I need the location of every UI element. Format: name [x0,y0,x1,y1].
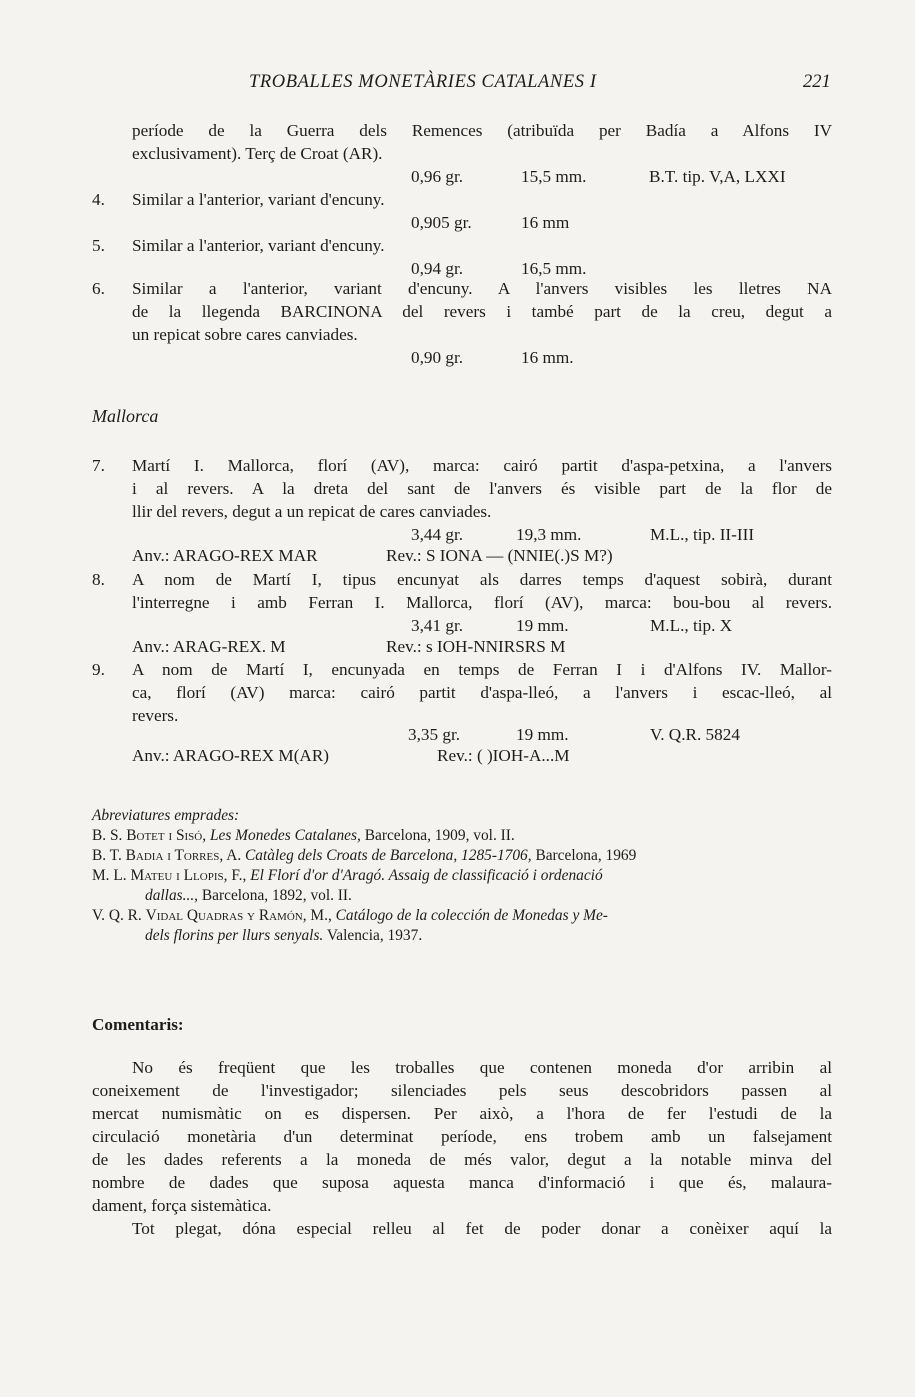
reference-title: El Florí d'or d'Aragó. Assaig de classificació i ordenació [250,867,603,884]
paragraph-line: de les dades referents a la moneda de més valor, degut a la notable minva del [92,1150,832,1169]
section-heading: Mallorca [92,406,159,426]
item-text: A nom de Martí I, tipus encunyat als darres temps d'aquest sobirà, durant [132,570,832,589]
item-text: revers. [132,706,179,725]
paragraph-line: mercat numismàtic on es dispersen. Per això, a l'hora de fer l'estudi de la [92,1104,832,1123]
item-text: llir del revers, degut a un repicat de cares canviades. [132,502,492,521]
item-text: Similar a l'anterior, variant d'encuny. [132,236,385,255]
reference-author: Mateu i Llopis, [130,867,228,884]
item-number: 6. [92,279,105,298]
abbreviation-continuation [145,926,422,946]
measure-weight: 0,905 gr. [411,213,472,232]
reference-initial: F., [231,867,247,884]
measure-weight: 3,44 gr. [411,525,464,544]
item-text: Similar a l'anterior, variant d'encuny. [132,190,385,209]
reverse-legend: Rev.: ( )IOH-A...M [437,746,570,765]
item-number: 8. [92,570,105,589]
reference-author: Vidal Quadras y Ramón, [145,907,307,924]
measure-diameter: 16,5 mm. [521,259,587,278]
reference-title: Les Monedes Catalanes, [209,827,361,844]
item-text: ca, florí (AV) marca: cairó partit d'aspa-lleó, a l'anvers i escac-lleó, al [132,683,832,702]
measure-reference: B.T. tip. V,A, LXXI [649,167,786,186]
measure-weight: 0,90 gr. [411,348,464,367]
measure-diameter: 16 mm. [521,348,574,367]
reference-initial: M., [310,907,332,924]
measure-diameter: 19 mm. [516,725,569,744]
obverse-legend: Anv.: ARAG-REX. M [132,637,286,656]
abbreviation-entry [92,826,515,846]
abbreviation-entry [92,866,603,886]
paragraph-line: nombre de dades que suposa aquesta manca d'informació i que és, malaura- [92,1173,832,1192]
paragraph-line: Tot plegat, dóna especial relleu al fet de poder donar a conèixer aquí la [132,1219,832,1238]
item-text: un repicat sobre cares canviades. [132,325,358,344]
paragraph-line: circulació monetària d'un determinat període, ens trobem amb un falsejament [92,1127,832,1146]
measure-diameter: 19,3 mm. [516,525,582,544]
abbreviation-key: M. L. [92,867,127,884]
reference-author: Badia i Torres, [125,847,224,864]
reverse-legend: Rev.: S IONA — (NNIE(.)S M?) [386,546,613,565]
item-number: 5. [92,236,105,255]
abbreviation-continuation [145,886,352,906]
abbreviation-key: V. Q. R. [92,907,142,924]
commentary-heading: Comentaris: [92,1015,184,1034]
reference-details: Barcelona, 1969 [535,847,637,864]
abbreviation-key: B. S. [92,827,123,844]
reverse-legend: Rev.: s IOH-NNIRSRS M [386,637,566,656]
reference-details: Valencia, 1937. [326,927,423,944]
measure-weight: 0,94 gr. [411,259,464,278]
reference-title: dels florins per llurs senyals. [145,927,324,944]
item-text: Similar a l'anterior, variant d'encuny. A l'anvers visibles les lletres NA [132,279,832,298]
measure-weight: 3,41 gr. [411,616,464,635]
abbreviation-key: B. T. [92,847,122,864]
intro-line: exclusivament). Terç de Croat (AR). [132,144,383,163]
measure-diameter: 16 mm [521,213,570,232]
obverse-legend: Anv.: ARAGO-REX M(AR) [132,746,330,765]
reference-initial: A. [226,847,242,864]
page-number: 221 [803,72,831,92]
abbreviation-entry [92,906,608,926]
reference-details: Barcelona, 1909, vol. II. [364,827,515,844]
item-text: A nom de Martí I, encunyada en temps de Ferran I i d'Alfons IV. Mallor- [132,660,832,679]
measure-diameter: 19 mm. [516,616,569,635]
item-text: Martí I. Mallorca, florí (AV), marca: cairó partit d'aspa-petxina, a l'anvers [132,456,832,475]
paragraph-line: coneixement de l'investigador; silenciades pels seus descobridors passen al [92,1081,832,1100]
reference-title: dallas..., [145,887,199,904]
obverse-legend: Anv.: ARAGO-REX MAR [132,546,318,565]
item-text: de la llegenda BARCINONA del revers i també part de la creu, degut a [132,302,832,321]
item-number: 7. [92,456,105,475]
measure-weight: 0,96 gr. [411,167,464,186]
measure-reference: M.L., tip. X [650,616,733,635]
running-title: TROBALLES MONETÀRIES CATALANES I [249,72,597,92]
measure-diameter: 15,5 mm. [521,167,587,186]
intro-line: període de la Guerra dels Remences (atribuïda per Badía a Alfons IV [132,121,832,140]
abbreviations-heading: Abreviatures emprades: [92,807,240,824]
reference-details: Barcelona, 1892, vol. II. [201,887,352,904]
item-text: i al revers. A la dreta del sant de l'anvers és visible part de la flor de [132,479,832,498]
reference-title: Catàleg dels Croats de Barcelona, 1285-1706, [245,847,532,864]
paragraph-line: dament, força sistemàtica. [92,1196,272,1215]
reference-title: Catálogo de la colección de Monedas y Me- [335,907,608,924]
item-text: l'interregne i amb Ferran I. Mallorca, florí (AV), marca: bou-bou al revers. [132,593,832,612]
paragraph-line: No és freqüent que les troballes que contenen moneda d'or arribin al [132,1058,832,1077]
reference-author: Botet i Sisó, [126,827,207,844]
abbreviation-entry [92,846,636,866]
item-number: 4. [92,190,105,209]
measure-reference: M.L., tip. II-III [650,525,755,544]
measure-weight: 3,35 gr. [408,725,461,744]
measure-reference: V. Q.R. 5824 [650,725,740,744]
item-number: 9. [92,660,105,679]
